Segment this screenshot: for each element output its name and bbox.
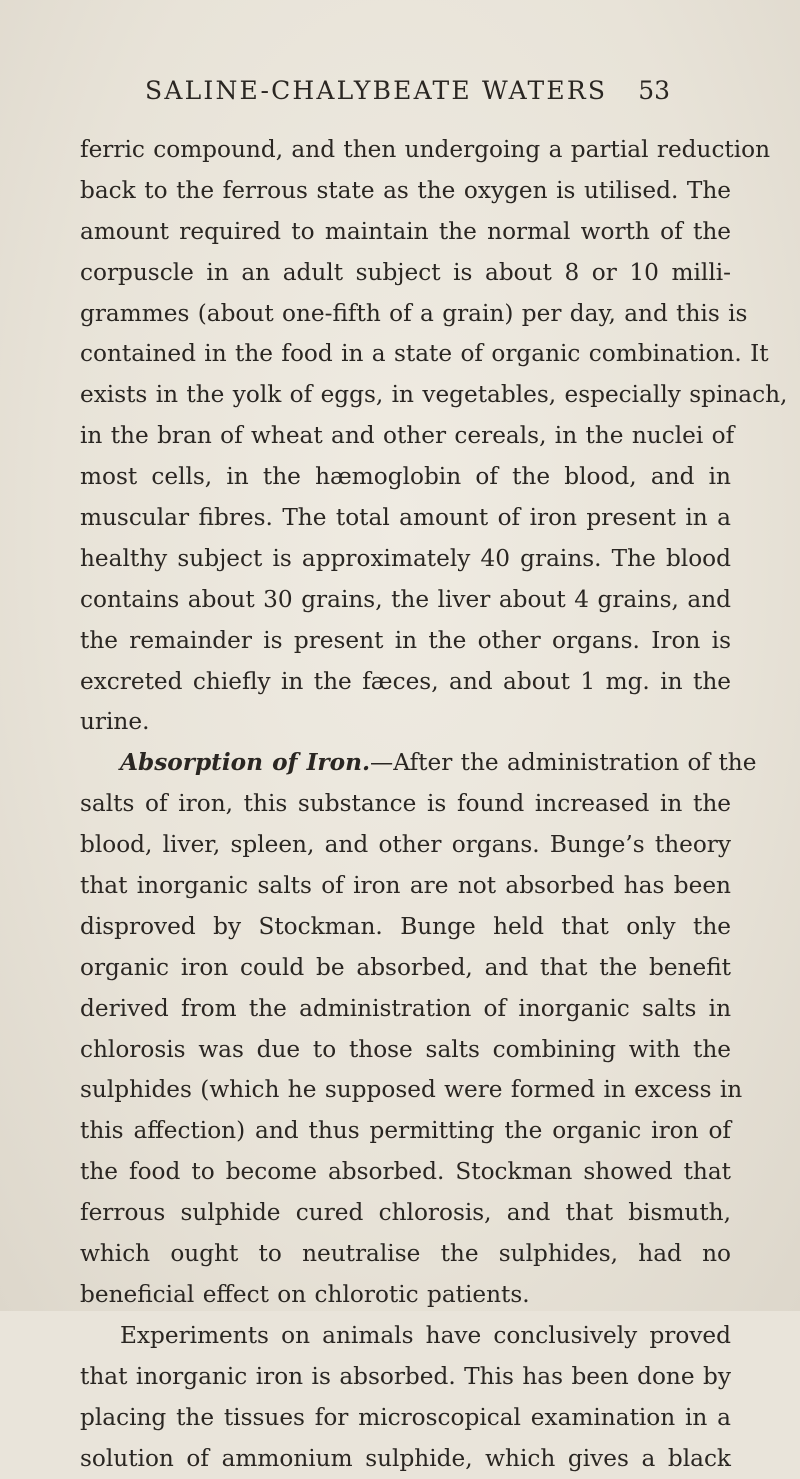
text-line: disproved by Stockman. Bunge held that only the xyxy=(80,907,731,948)
text-line: the food to become absorbed. Stockman showed that xyxy=(80,1152,731,1193)
text-line: organic iron could be absorbed, and that the benefit xyxy=(80,948,731,989)
section-heading: Absorption of Iron. xyxy=(120,749,370,776)
text-line: back to the ferrous state as the oxygen is utilised. The xyxy=(80,171,731,212)
text-line: which ought to neutralise the sulphides, had no xyxy=(80,1234,731,1275)
text-line: amount required to maintain the normal worth of the xyxy=(80,212,731,253)
text-line: excreted chiefly in the fæces, and about 1 mg. in the xyxy=(80,662,731,703)
text-line: salts of iron, this substance is found increased in the xyxy=(80,784,731,825)
text-line: urine. xyxy=(80,702,731,743)
text-line: grammes (about one-fifth of a grain) per day, and this is xyxy=(80,294,731,335)
text-line: in the bran of wheat and other cereals, in the nuclei of xyxy=(80,416,731,457)
text-line: solution of ammonium sulphide, which gives a black xyxy=(80,1439,731,1479)
text-line: contained in the food in a state of organic combination. It xyxy=(80,334,731,375)
section-first-line xyxy=(80,743,731,784)
text-line: healthy subject is approximately 40 grains. The blood xyxy=(80,539,731,580)
text-line: placing the tissues for microscopical examination in a xyxy=(80,1398,731,1439)
text-line: sulphides (which he supposed were formed in excess in xyxy=(80,1070,731,1111)
text-line: exists in the yolk of eggs, in vegetables, especially spinach, xyxy=(80,375,731,416)
text-line: muscular fibres. The total amount of iron present in a xyxy=(80,498,731,539)
text-line: this affection) and thus permitting the organic iron of xyxy=(80,1111,731,1152)
text-line: chlorosis was due to those salts combining with the xyxy=(80,1030,731,1071)
body-text xyxy=(80,130,731,1479)
text-line: that inorganic salts of iron are not absorbed has been xyxy=(80,866,731,907)
text-line: that inorganic iron is absorbed. This has been done by xyxy=(80,1357,731,1398)
text-line: beneficial effect on chlorotic patients. xyxy=(80,1275,731,1316)
text-line: most cells, in the hæmoglobin of the blood, and in xyxy=(80,457,731,498)
section-heading-tail: —After the administration of the xyxy=(370,749,756,776)
page-number: 53 xyxy=(638,76,670,105)
text-line: corpuscle in an adult subject is about 8 or 10 milli- xyxy=(80,253,731,294)
text-line: contains about 30 grains, the liver about 4 grains, and xyxy=(80,580,731,621)
text-line: blood, liver, spleen, and other organs. Bunge’s theory xyxy=(80,825,731,866)
page-header xyxy=(145,76,670,116)
text-line: the remainder is present in the other organs. Iron is xyxy=(80,621,731,662)
text-line: ferrous sulphide cured chlorosis, and that bismuth, xyxy=(80,1193,731,1234)
text-line: ferric compound, and then undergoing a partial reduction xyxy=(80,130,731,171)
text-line: Experiments on animals have conclusively proved xyxy=(80,1316,731,1357)
running-head: SALINE-CHALYBEATE WATERS xyxy=(145,76,607,105)
text-line: derived from the administration of inorganic salts in xyxy=(80,989,731,1030)
